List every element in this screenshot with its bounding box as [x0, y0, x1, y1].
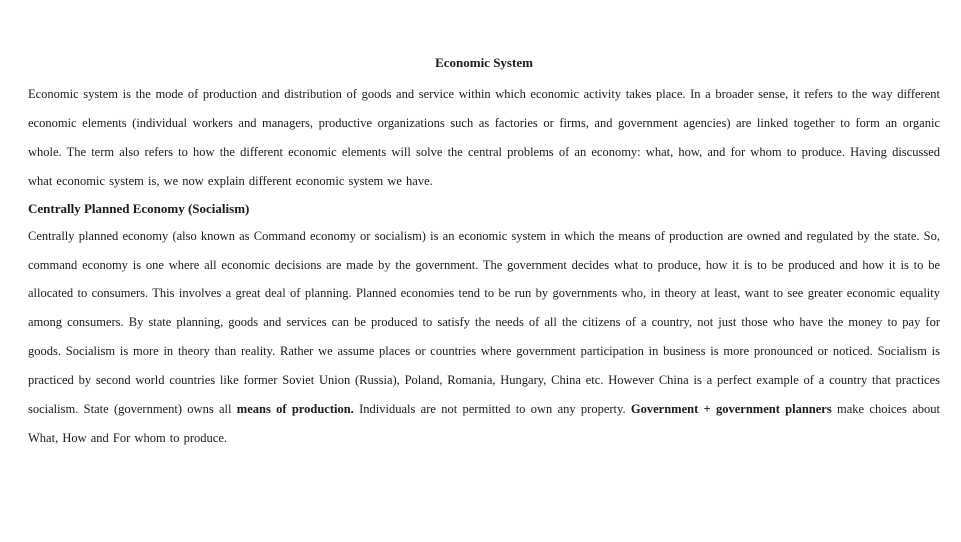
bold-phrase-government-planners: Government + government planners — [630, 402, 832, 417]
section-heading-centrally-planned: Centrally Planned Economy (Socialism) — [28, 200, 250, 216]
paragraph-text: Individuals are not permitted to own any property. — [353, 402, 631, 417]
document-page — [28, 52, 940, 453]
paragraph-economic-system: Economic system is the mode of production and distribution of goods and service within which economic activity takes place. In a broader sense, it refers to the way different economic elements (individual workers and managers, productive organizations such as factories or firms, and government agencies) are linked together to form an organic whole. The term also refers to how the different economic elements will solve the central problems of an economy: what, how, and for whom to produce. Having discussed what economic system is, we now explain different economic system we have. — [28, 87, 940, 188]
paragraph-text: Centrally planned economy (also known as Command economy or socialism) is an economic system in which the means of production are owned and regulated by the state. So, command economy is one where all economic decisions are made by the government. The government decides what to produce, how it is to be produced and how it is to be allocated to consumers. This involves a great deal of planning. Planned economies tend to be run by governments who, in theory at least, want to see greater economic equality among consumers. By state planning, goods and services can be produced to satisfy the needs of all the citizens of a country, not just those who have the money to pay for goods. Socialism is more in theory than reality. Rather we assume places or countries where government participation in business is more pronounced or noticed. Socialism is practiced by second world countries like former Soviet Union (Russia), Poland, Romania, Hungary, China etc. However China is a perfect example of a country that practices socialism. State (government) owns all — [28, 228, 940, 417]
paragraph-centrally-planned — [28, 222, 940, 453]
bold-phrase-means-of-production: means of production. — [236, 402, 354, 417]
document-title: Economic System — [435, 55, 533, 70]
paragraph-text: make choices about What, How and For whom to produce. — [28, 402, 940, 445]
